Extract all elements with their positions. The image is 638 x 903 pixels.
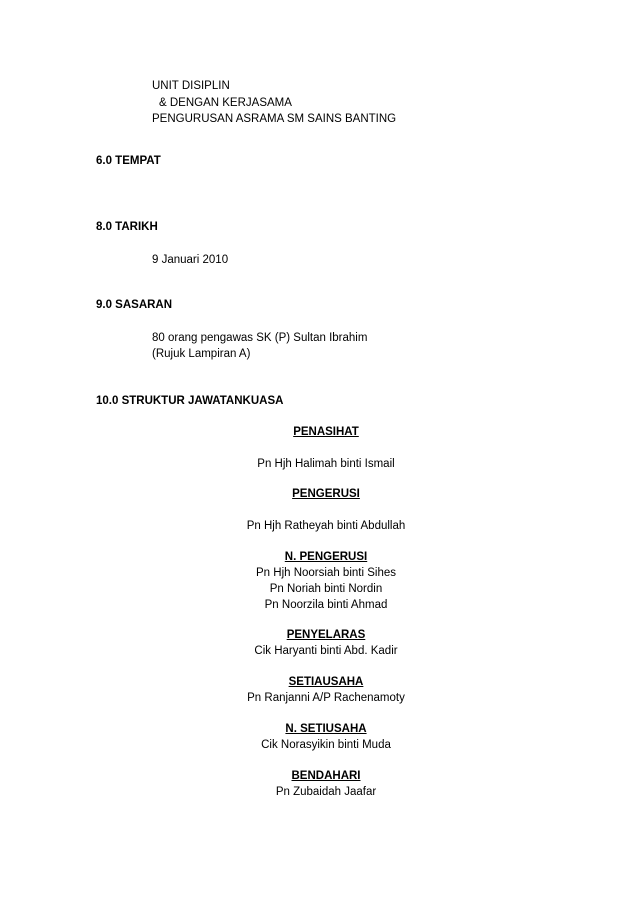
intro-unit: UNIT DISIPLIN [152, 80, 230, 92]
section-tempat-heading: 6.0 TEMPAT [96, 155, 161, 167]
member-pengerusi: Pn Hjh Ratheyah binti Abdullah [246, 520, 406, 532]
sasaran-line-1: 80 orang pengawas SK (P) Sultan Ibrahim [152, 332, 368, 344]
section-tarikh-heading: 8.0 TARIKH [96, 221, 158, 233]
role-penyelaras: PENYELARAS [286, 629, 366, 641]
sasaran-line-2: (Rujuk Lampiran A) [152, 348, 251, 360]
member-n-pengerusi-1: Pn Hjh Noorsiah binti Sihes [256, 567, 396, 579]
role-bendahari: BENDAHARI [291, 770, 361, 782]
member-n-pengerusi-2: Pn Noriah binti Nordin [269, 583, 383, 595]
role-pengerusi: PENGERUSI [292, 488, 360, 500]
tarikh-value: 9 Januari 2010 [152, 254, 229, 266]
role-n-setiusaha: N. SETIUSAHA [285, 723, 367, 735]
section-sasaran-heading: 9.0 SASARAN [96, 299, 173, 311]
member-n-setiusaha: Cik Norasyikin binti Muda [261, 739, 391, 751]
member-n-pengerusi-3: Pn Noorzila binti Ahmad [264, 599, 388, 611]
member-setiausaha: Pn Ranjanni A/P Rachenamoty [247, 692, 405, 704]
role-n-pengerusi: N. PENGERUSI [284, 551, 368, 563]
role-penasihat: PENASIHAT [293, 426, 359, 438]
intro-pengurusan: PENGURUSAN ASRAMA SM SAINS BANTING [152, 113, 397, 125]
section-struktur-heading: 10.0 STRUKTUR JAWATANKUASA [96, 395, 284, 407]
role-setiausaha: SETIAUSAHA [288, 676, 364, 688]
member-penyelaras: Cik Haryanti binti Abd. Kadir [254, 645, 398, 657]
member-penasihat: Pn Hjh Halimah binti Ismail [257, 458, 395, 470]
member-bendahari: Pn Zubaidah Jaafar [275, 786, 377, 798]
intro-kerjasama: & DENGAN KERJASAMA [159, 97, 292, 109]
